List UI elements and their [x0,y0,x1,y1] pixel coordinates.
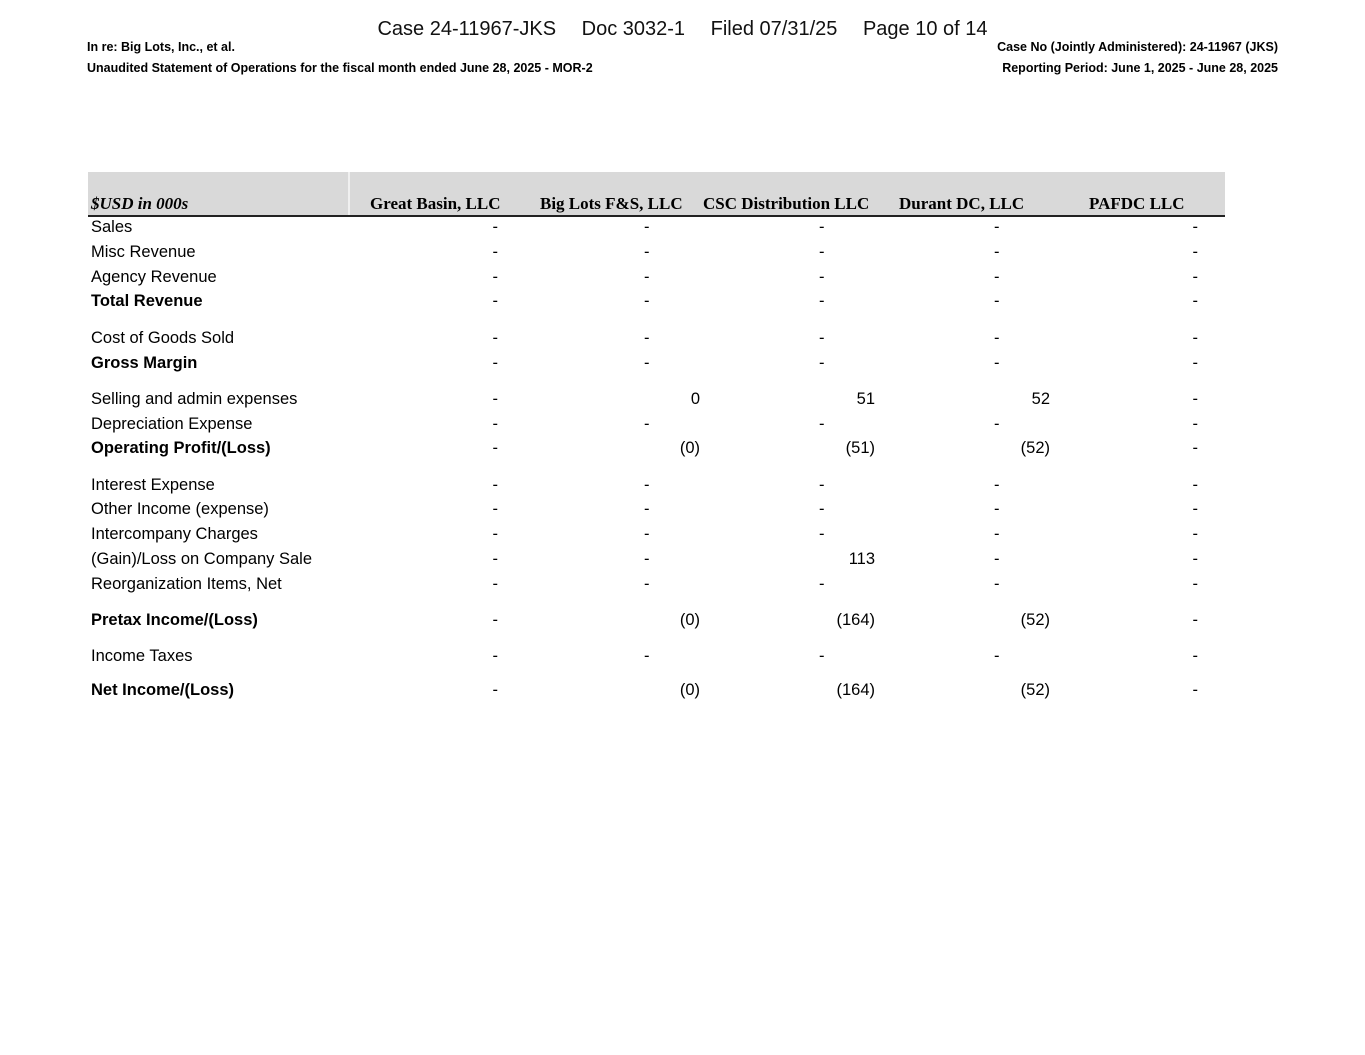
cell-value: - [644,415,650,433]
cell-value: (164) [836,611,875,629]
court-filing-stamp [0,18,1365,41]
cell-value: - [1192,476,1198,494]
table-header [88,172,1225,217]
cell-value: - [819,243,825,261]
table-row [88,218,1225,242]
cell-value: - [644,329,650,347]
row-label: Agency Revenue [91,268,217,286]
table-row [88,681,1225,705]
row-label: Other Income (expense) [91,500,269,518]
cell-value: - [819,268,825,286]
cell-value: - [1192,439,1198,457]
row-label: Income Taxes [91,647,193,665]
cell-value: - [994,500,1000,518]
cell-value: - [994,647,1000,665]
row-label: Cost of Goods Sold [91,329,235,347]
table-row [88,329,1225,353]
column-header-durant-dc: Durant DC, LLC [899,194,1025,213]
cell-value: (0) [679,439,700,457]
cell-value: - [994,354,1000,372]
table-row [88,476,1225,500]
cell-value: - [1192,575,1198,593]
cell-value: - [644,525,650,543]
row-label: Reorganization Items, Net [91,575,282,593]
cell-value: - [994,575,1000,593]
cell-value: - [1192,550,1198,568]
row-label: Selling and admin expenses [91,390,298,408]
cell-value: - [819,354,825,372]
cell-value: - [1192,243,1198,261]
table-row [88,243,1225,267]
cell-value: - [492,476,498,494]
table-row [88,611,1225,635]
cell-value: 113 [848,550,875,568]
table-row [88,500,1225,524]
cell-value: - [492,439,498,457]
column-header-great-basin: Great Basin, LLC [370,194,501,213]
cell-value: - [492,575,498,593]
row-label: Operating Profit/(Loss) [91,439,271,457]
cell-value: - [492,647,498,665]
cell-value: - [819,647,825,665]
cell-value: - [994,415,1000,433]
row-label: Depreciation Expense [91,415,253,433]
cell-value: - [644,647,650,665]
header-divider [348,172,350,215]
cell-value: - [644,292,650,310]
cell-value: (0) [679,611,700,629]
cell-value: - [994,218,1000,236]
row-label: Sales [91,218,133,236]
table-row [88,415,1225,439]
cell-value: - [819,500,825,518]
cell-value: 52 [1031,390,1050,408]
cell-value: - [1192,681,1198,699]
cell-value: - [644,575,650,593]
table-row [88,647,1225,671]
cell-value: (52) [1020,681,1050,699]
cell-value: - [1192,218,1198,236]
cell-value: - [1192,500,1198,518]
cell-value: - [994,476,1000,494]
cell-value: - [644,268,650,286]
cell-value: - [492,292,498,310]
stamp-filed: Filed 07/31/25 [710,18,838,40]
cell-value: - [1192,329,1198,347]
cell-value: - [819,476,825,494]
column-header-big-lots-fs: Big Lots F&S, LLC [540,194,683,213]
table-row [88,268,1225,292]
cell-value: - [492,525,498,543]
cell-value: - [492,390,498,408]
cell-value: - [819,525,825,543]
header-case-number: Case No (Jointly Administered): 24-11967 (JKS) [997,40,1278,54]
row-label: Net Income/(Loss) [91,681,235,699]
cell-value: - [644,218,650,236]
header-statement-title: Unaudited Statement of Operations for the fiscal month ended June 28, 2025 - MOR-2 [87,61,593,75]
stamp-doc: Doc 3032-1 [581,18,686,40]
cell-value: - [492,681,498,699]
cell-value: - [1192,390,1198,408]
cell-value: - [492,611,498,629]
table-row [88,292,1225,316]
cell-value: - [492,500,498,518]
cell-value: (164) [836,681,875,699]
cell-value: - [644,354,650,372]
table-row [88,354,1225,378]
cell-value: - [1192,292,1198,310]
cell-value: - [994,268,1000,286]
cell-value: - [644,476,650,494]
row-label: Gross Margin [91,354,198,372]
cell-value: (52) [1020,439,1050,457]
table-row [88,525,1225,549]
cell-value: - [994,329,1000,347]
table-row [88,390,1225,414]
header-reporting-period: Reporting Period: June 1, 2025 - June 28, 2025 [1002,61,1278,75]
header-debtor: In re: Big Lots, Inc., et al. [87,40,235,54]
cell-value: 0 [690,390,700,408]
cell-value: - [819,575,825,593]
cell-value: - [994,525,1000,543]
cell-value: 51 [856,390,875,408]
table-row [88,550,1225,574]
row-label: Pretax Income/(Loss) [91,611,258,629]
row-label: Interest Expense [91,476,215,494]
cell-value: - [492,268,498,286]
cell-value: - [492,550,498,568]
row-label: (Gain)/Loss on Company Sale [91,550,313,568]
row-label: Misc Revenue [91,243,196,261]
stamp-case: Case 24-11967-JKS [377,18,557,40]
table-row [88,439,1225,463]
cell-value: - [1192,611,1198,629]
unit-label: $USD in 000s [91,194,189,213]
cell-value: - [644,500,650,518]
cell-value: - [492,354,498,372]
cell-value: - [492,415,498,433]
cell-value: - [1192,415,1198,433]
cell-value: - [492,218,498,236]
cell-value: (52) [1020,611,1050,629]
cell-value: - [644,550,650,568]
column-header-csc-distribution: CSC Distribution LLC [703,194,870,213]
cell-value: - [994,292,1000,310]
table-row [88,575,1225,599]
cell-value: - [1192,354,1198,372]
cell-value: - [492,329,498,347]
cell-value: - [644,243,650,261]
cell-value: - [994,243,1000,261]
cell-value: - [819,292,825,310]
cell-value: - [1192,525,1198,543]
cell-value: - [492,243,498,261]
cell-value: - [819,329,825,347]
cell-value: - [1192,268,1198,286]
cell-value: - [1192,647,1198,665]
cell-value: (0) [679,681,700,699]
row-label: Total Revenue [91,292,203,310]
cell-value: - [819,218,825,236]
cell-value: - [819,415,825,433]
cell-value: (51) [845,439,875,457]
column-header-pafdc: PAFDC LLC [1089,194,1185,213]
row-label: Intercompany Charges [91,525,258,543]
stamp-page: Page 10 of 14 [862,18,988,40]
cell-value: - [994,550,1000,568]
